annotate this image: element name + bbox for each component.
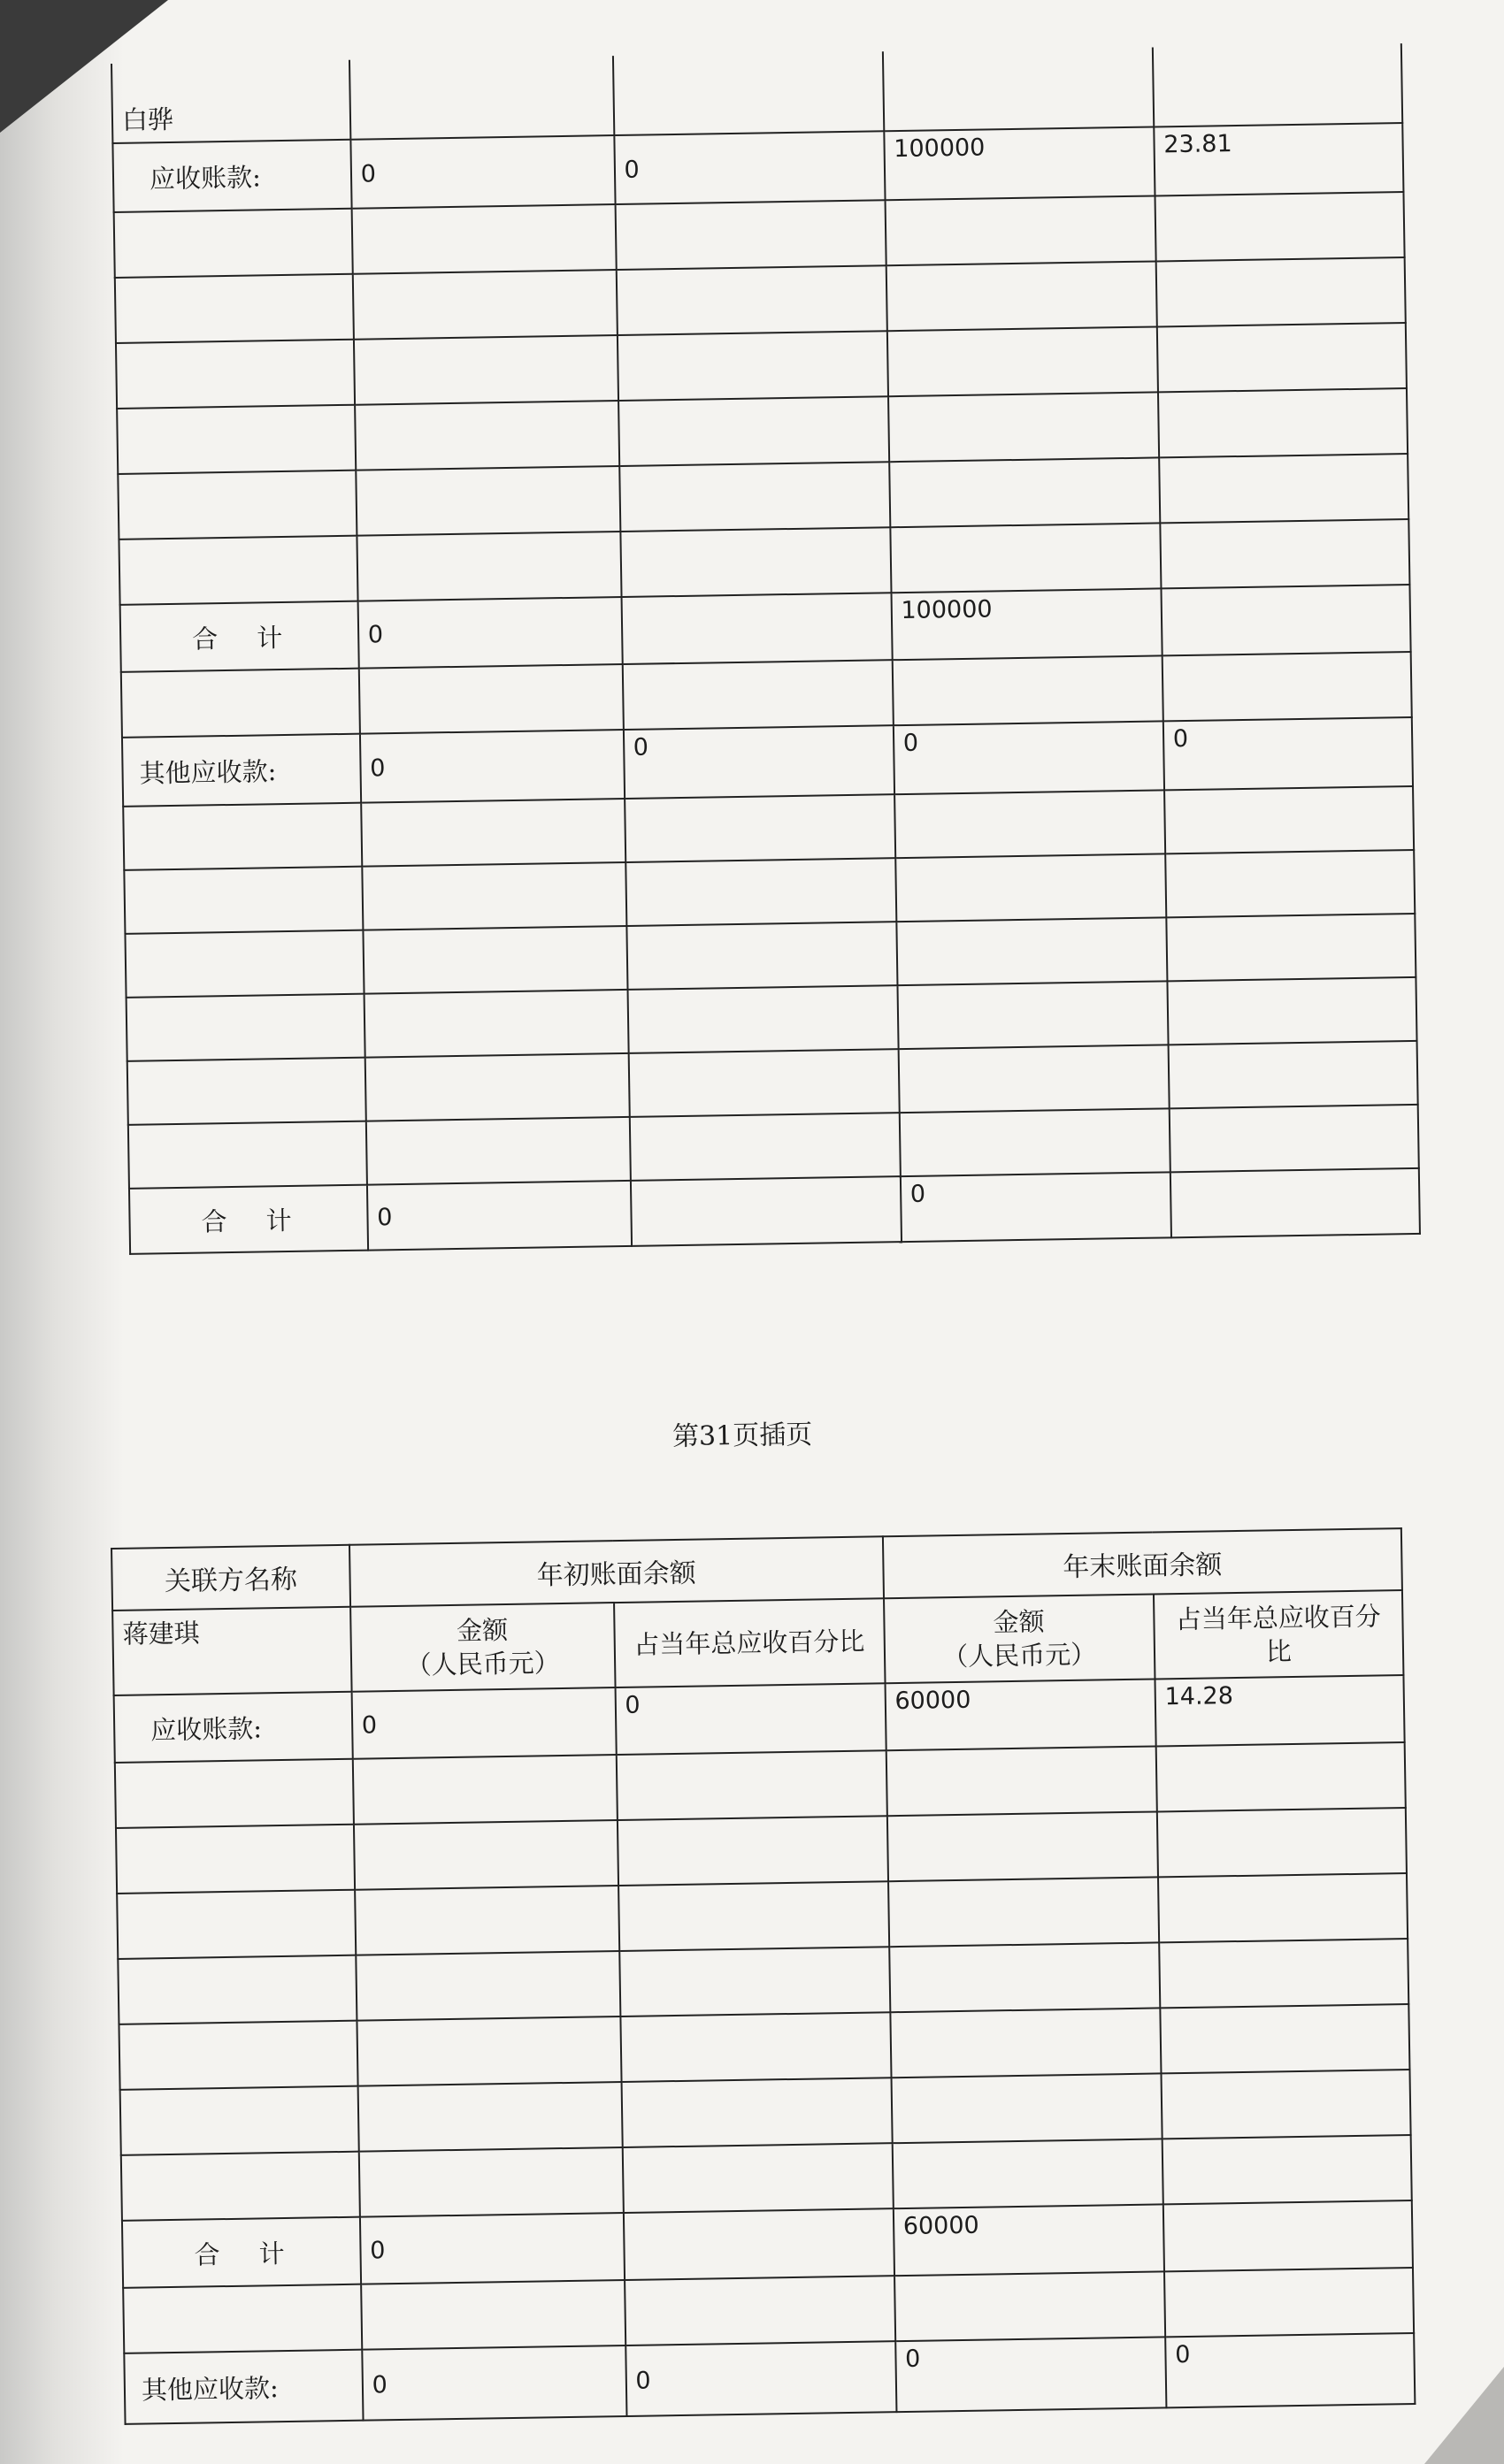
row-label: 其他应收款:	[124, 2350, 363, 2424]
page-insert-caption: 第31页插页	[671, 1419, 813, 1453]
party-name: 蒋建琪	[112, 1607, 351, 1695]
cell-value: 0	[1163, 717, 1413, 790]
cell-value	[630, 1176, 901, 1246]
end-balance-header: 年末账面余额	[883, 1528, 1402, 1598]
percent-header: 占当年总应收百分比	[1154, 1590, 1404, 1679]
cell-value: 0	[895, 2337, 1166, 2412]
cell-value: 0	[1165, 2333, 1415, 2407]
page-corner-curl	[1424, 2367, 1504, 2464]
cell-value: 100000	[891, 588, 1162, 660]
cell-value: 0	[614, 131, 885, 204]
amount-header	[884, 1594, 1155, 1683]
cell-value: 0	[623, 725, 894, 799]
cell-value: 0	[357, 597, 622, 669]
cell-value: 14.28	[1155, 1675, 1404, 1746]
page-shadow	[0, 0, 124, 2464]
cell-value: 0	[901, 1172, 1171, 1242]
amount-label: 金额	[993, 1606, 1045, 1638]
begin-balance-header: 年初账面余额	[349, 1536, 884, 1606]
row-label: 合计	[120, 601, 359, 672]
cell-value: 0	[360, 730, 625, 803]
cell-value: 0	[351, 1687, 616, 1759]
row-label: 应收账款:	[112, 140, 351, 212]
cell-value	[1170, 1168, 1420, 1237]
related-party-table-2	[111, 1527, 1416, 2425]
cell-value: 0	[362, 2345, 626, 2421]
cell-value: 0	[367, 1181, 632, 1251]
cell-value: 0	[894, 721, 1164, 794]
cell-value	[621, 593, 892, 664]
currency-label: （人民币元）	[405, 1648, 560, 1680]
amount-header	[350, 1603, 615, 1692]
amount-label: 金额	[456, 1614, 509, 1646]
cell-value: 0	[350, 135, 615, 209]
cell-value	[623, 2208, 894, 2280]
cell-value	[1163, 2200, 1413, 2271]
cell-value: 100000	[884, 126, 1155, 200]
row-label: 其他应收款:	[122, 734, 361, 807]
percent-header: 占当年总应收百分比	[614, 1598, 886, 1687]
cell-value: 60000	[894, 2204, 1164, 2276]
related-party-table-1	[111, 43, 1421, 1255]
row-label: 应收账款:	[114, 1692, 353, 1763]
party-name: 白骅	[111, 60, 350, 143]
cell-value: 23.81	[1154, 123, 1403, 195]
cell-value: 0	[625, 2341, 896, 2416]
party-column-header: 关联方名称	[111, 1545, 350, 1611]
cell-value: 0	[360, 2213, 625, 2284]
row-label: 合计	[129, 1185, 368, 1254]
cell-value: 60000	[885, 1679, 1155, 1750]
row-label: 合计	[122, 2217, 361, 2288]
cell-value	[1161, 585, 1410, 655]
currency-label: （人民币元）	[941, 1639, 1097, 1672]
cell-value: 0	[615, 1683, 886, 1755]
